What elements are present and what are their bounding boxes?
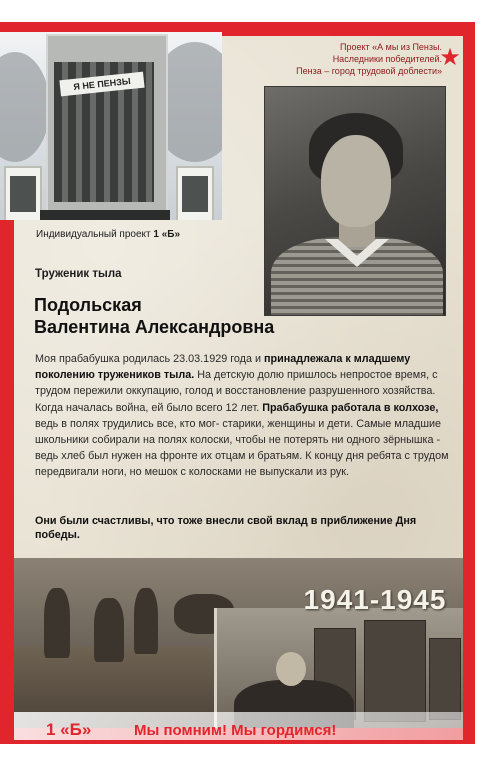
monument-photo bbox=[0, 32, 222, 220]
worker-label: Труженик тыла bbox=[35, 268, 122, 280]
monument-banner-text: Я НЕ ПЕНЗЫ bbox=[72, 76, 132, 92]
years-label: 1941-1945 bbox=[303, 584, 447, 615]
worker-figure bbox=[134, 588, 158, 654]
person-given-names: Валентина Александровна bbox=[34, 317, 275, 337]
story-text bbox=[35, 351, 450, 481]
worker-figure bbox=[94, 598, 124, 662]
stele-image bbox=[10, 176, 36, 212]
project-note-line: Пенза – город трудовой доблести» bbox=[296, 66, 442, 76]
story-closing: Они были счастливы, что тоже внесли свой вклад в приближение Дня победы. bbox=[35, 515, 417, 541]
worker-head bbox=[276, 652, 306, 686]
monument-base bbox=[40, 210, 170, 220]
machine bbox=[364, 620, 426, 722]
story-p2-a: Когда началась война, ей было всего 12 лет. bbox=[35, 401, 263, 414]
footer-slogan: Мы помним! Мы гордимся! bbox=[134, 722, 337, 739]
story-p2-c: ведь в полях трудились все, кто мог- старики, женщины и дети. Самые младшие школьники собирали на полях колоски, чтобы не потерять ни одного зёрнышка - ведь хлеб был нужен на фронте их отцам и братьям. К концу дня ребята с трудом передвигали ноги, но мешок с колосками не выпускали из рук. bbox=[35, 417, 449, 479]
star-icon: ★ bbox=[439, 44, 461, 71]
stele-left bbox=[4, 166, 42, 220]
project-label bbox=[36, 229, 180, 240]
machine bbox=[429, 638, 461, 720]
story-p1-c: На детскую долю пришлось непростое время, с трудом пережили оккупацию, голод и восстановление разрушенного хозяйства. bbox=[35, 369, 438, 398]
project-note-line: Проект «А мы из Пензы. bbox=[339, 42, 442, 52]
project-note-line: Наследники победителей. bbox=[332, 54, 442, 64]
red-frame-right bbox=[463, 22, 475, 744]
person-surname: Подольская bbox=[34, 295, 142, 315]
story-p2-b: Прабабушка работала в колхозе, bbox=[262, 401, 439, 414]
stele-image bbox=[182, 176, 208, 212]
project-label-class: 1 «Б» bbox=[153, 229, 181, 240]
portrait-face bbox=[321, 135, 391, 227]
worker-figure bbox=[44, 588, 70, 658]
portrait-photo bbox=[264, 86, 446, 316]
footer-class-tag: 1 «Б» bbox=[46, 720, 92, 739]
project-label-prefix: Индивидуальный проект bbox=[36, 229, 154, 240]
story-p1-b: принадлежала к младшему поколению тружеников тыла. bbox=[35, 353, 411, 382]
project-note bbox=[222, 41, 442, 77]
story-p1-a: Моя прабабушка родилась 23.03.1929 года и bbox=[35, 353, 265, 365]
portrait-dress bbox=[271, 237, 443, 316]
stele-right bbox=[176, 166, 214, 220]
